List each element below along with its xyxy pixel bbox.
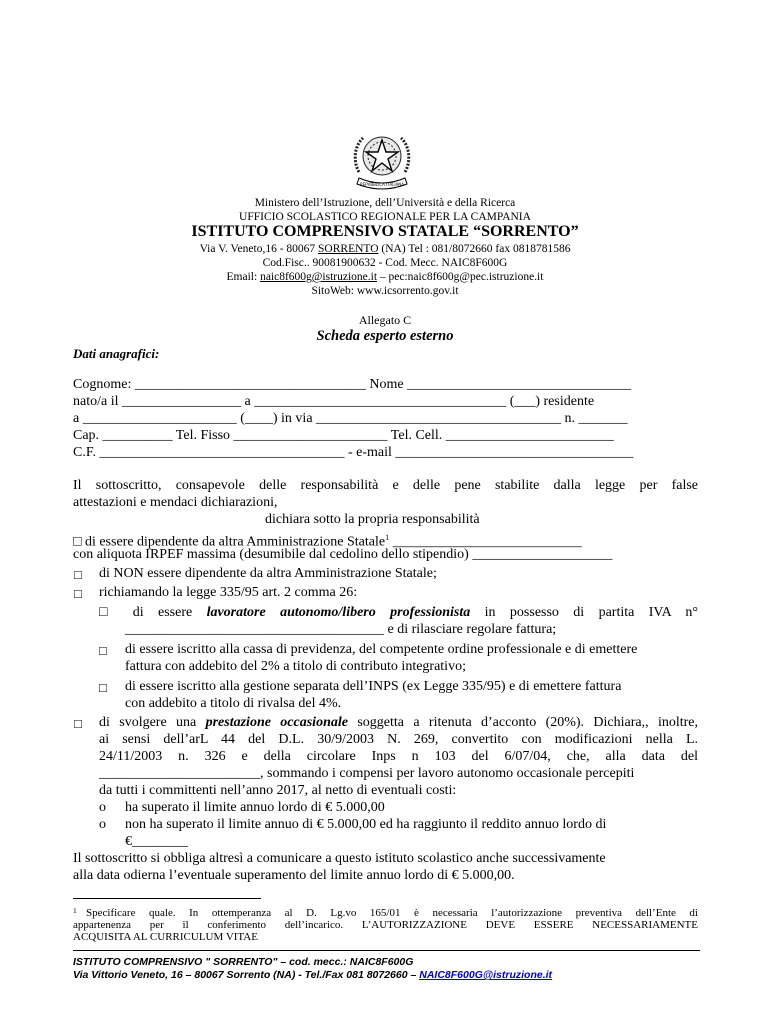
- footnote-line-2: appartenenza per il conferimento dell’incarico. L’AUTORIZZAZIONE DEVE ESSERE NECESSARIAMENTE: [73, 919, 698, 931]
- document-title: Scheda esperto esterno: [316, 328, 454, 344]
- obbligo-line-2: alla data odierna l’eventuale superamento del limite annuo lordo di € 5.000,00.: [73, 868, 515, 883]
- website-line: SitoWeb: www.icsorrento.gov.it: [311, 285, 459, 297]
- option-occasionale-post: soggetta a ritenuta d’acconto (20%). Dichiara,, inoltre,: [347, 715, 699, 730]
- checkbox-non-dipendente[interactable]: □: [74, 567, 82, 582]
- option-dipendente-text: □ di essere dipendente da altra Amministrazione Statale: [73, 534, 386, 550]
- sub-option-autonomo[interactable]: [99, 604, 698, 621]
- option-non-dipendente: di NON essere dipendente da altra Amministrazione Statale;: [99, 566, 437, 581]
- option-superato: ha superato il limite annuo lordo di € 5.000,00: [125, 800, 385, 815]
- address-city: SORRENTO: [318, 243, 379, 255]
- footer-line-2: [73, 969, 552, 982]
- sub-option-inps-line-1: di essere iscritto alla gestione separata dell’INPS (ex Legge 335/95) e di emettere fattura: [125, 679, 622, 694]
- section-heading: Dati anagrafici:: [73, 346, 160, 361]
- checkbox-cassa-previdenza[interactable]: □: [99, 643, 107, 658]
- emblem-banner-text: REPVBBLICA ITALIANA: [359, 182, 405, 187]
- email-line: [0, 270, 770, 284]
- footnote-number: 1: [73, 906, 77, 915]
- sub-option-autonomo-post: in possesso di partita IVA n°: [470, 605, 699, 620]
- dichiara-heading: dichiara sotto la propria responsabilità: [265, 512, 480, 527]
- footer-line-1: ISTITUTO COMPRENSIVO " SORRENTO" – cod. mecc.: NAIC8F600G: [73, 956, 414, 968]
- bullet-1[interactable]: o: [99, 800, 106, 815]
- option-occasionale-line-1: [99, 714, 698, 731]
- checkbox-prestazione-occasionale[interactable]: □: [74, 716, 82, 731]
- option-occasionale-bold: prestazione occasionale: [205, 715, 348, 730]
- ministry-line: Ministero dell’Istruzione, dell’Università e della Ricerca: [254, 197, 516, 209]
- option-occasionale-line-2: ai sensi dell’arL 44 del D.L. 30/9/2003 N. 269, convertito con modificazioni nella L.: [99, 732, 698, 747]
- sub-option-cassa-line-1: di essere iscritto alla cassa di previdenza, del competente ordine professionale e di emettere: [125, 642, 638, 657]
- italian-republic-emblem-icon: [351, 128, 413, 194]
- footnote-separator: [73, 898, 261, 899]
- option-occasionale-pre: di svolgere una: [99, 715, 206, 730]
- intro-line-2: attestazioni e mendaci dichiarazioni,: [73, 495, 278, 510]
- checkbox-legge-335[interactable]: □: [74, 586, 82, 601]
- bullet-2[interactable]: o: [99, 817, 106, 832]
- option-occasionale-line-5: da tutti i committenti nell’anno 2017, al netto di eventuali costi:: [99, 783, 457, 798]
- option-non-superato: non ha superato il limite annuo di € 5.000,00 ed ha raggiunto il reddito annuo lordo di: [125, 817, 607, 832]
- school-name: ISTITUTO COMPRENSIVO STATALE “SORRENTO”: [191, 223, 579, 240]
- field-cognome-nome[interactable]: Cognome: _________________________________ Nome ________________________________: [73, 377, 632, 392]
- codes-line: Cod.Fisc.. 90081900632 - Cod. Mecc. NAIC8F600G: [262, 257, 508, 269]
- option-occasionale-line-3: 24/11/2003 n. 326 e della circolare Inps n 103 del 6/07/04, che, alla data del: [99, 749, 698, 764]
- footnote-line-3: ACQUISITA AL CURRICULUM VITAE: [73, 931, 258, 943]
- field-cap-telefoni[interactable]: Cap. __________ Tel. Fisso ______________________ Tel. Cell. ________________________: [73, 428, 614, 443]
- sub-option-cassa-line-2: fattura con addebito del 2% a titolo di contributo integrativo;: [125, 659, 466, 674]
- option-occasionale-line-4[interactable]: _______________________, sommando i compensi per lavoro autonomo occasionale percepiti: [99, 766, 635, 781]
- sub-option-autonomo-pre: □ di essere: [99, 605, 207, 620]
- footnote-ref: 1: [385, 533, 390, 542]
- field-cf-email[interactable]: C.F. ___________________________________ - e-mail __________________________________: [73, 445, 634, 460]
- checkbox-gestione-separata[interactable]: □: [99, 680, 107, 695]
- footer-email-link[interactable]: NAIC8F600G@istruzione.it: [419, 969, 553, 981]
- importo-blank[interactable]: €________: [125, 834, 188, 849]
- address-phone: (NA) Tel : 081/8072660 fax 0818781586: [378, 243, 571, 255]
- sub-option-autonomo-line-2[interactable]: _____________________________________ e di rilasciare regolare fattura;: [125, 622, 557, 637]
- address-line: [0, 242, 770, 256]
- pec-address: – pec:naic8f600g@pec.istruzione.it: [377, 271, 544, 283]
- irpef-line[interactable]: con aliquota IRPEF massima (desumibile dal cedolino dello stipendio) ____________________: [73, 547, 613, 562]
- footer-rule: [73, 950, 700, 951]
- sub-option-inps-line-2: con addebito a titolo di rivalsa del 4%.: [125, 696, 342, 711]
- address-street: Via V. Veneto,16 - 80067: [199, 243, 319, 255]
- intro-line-1: Il sottoscritto, consapevole delle responsabilità e delle pene stabilite dalla legge per false: [73, 478, 698, 493]
- option-legge-335: richiamando la legge 335/95 art. 2 comma 26:: [99, 585, 358, 600]
- footer-address: Via Vittorio Veneto, 16 – 80067 Sorrento (NA) - Tel./Fax 081 8072660 –: [73, 969, 420, 981]
- field-indirizzo[interactable]: a ______________________ (____) in via ___________________________________ n. _______: [73, 411, 628, 426]
- footnote-line-1: Specificare quale. In ottemperanza al D. Lg.vo 165/01 è necessaria l’autorizzazione preventiva dell’Ente di: [86, 907, 698, 919]
- email-label: Email:: [226, 271, 261, 283]
- field-nascita-residenza[interactable]: nato/a il _________________ a ____________________________________ (___) residente: [73, 394, 595, 409]
- office-line: UFFICIO SCOLASTICO REGIONALE PER LA CAMPANIA: [239, 211, 531, 223]
- allegato-label: Allegato C: [358, 313, 412, 327]
- obbligo-line-1: Il sottoscritto si obbliga altresì a comunicare a questo istituto scolastico anche successivamente: [73, 851, 606, 866]
- email-link[interactable]: naic8f600g@istruzione.it: [260, 271, 378, 283]
- sub-option-autonomo-bold: lavoratore autonomo/libero professionista: [206, 605, 471, 620]
- option-dipendente-blank: ___________________________: [389, 534, 582, 550]
